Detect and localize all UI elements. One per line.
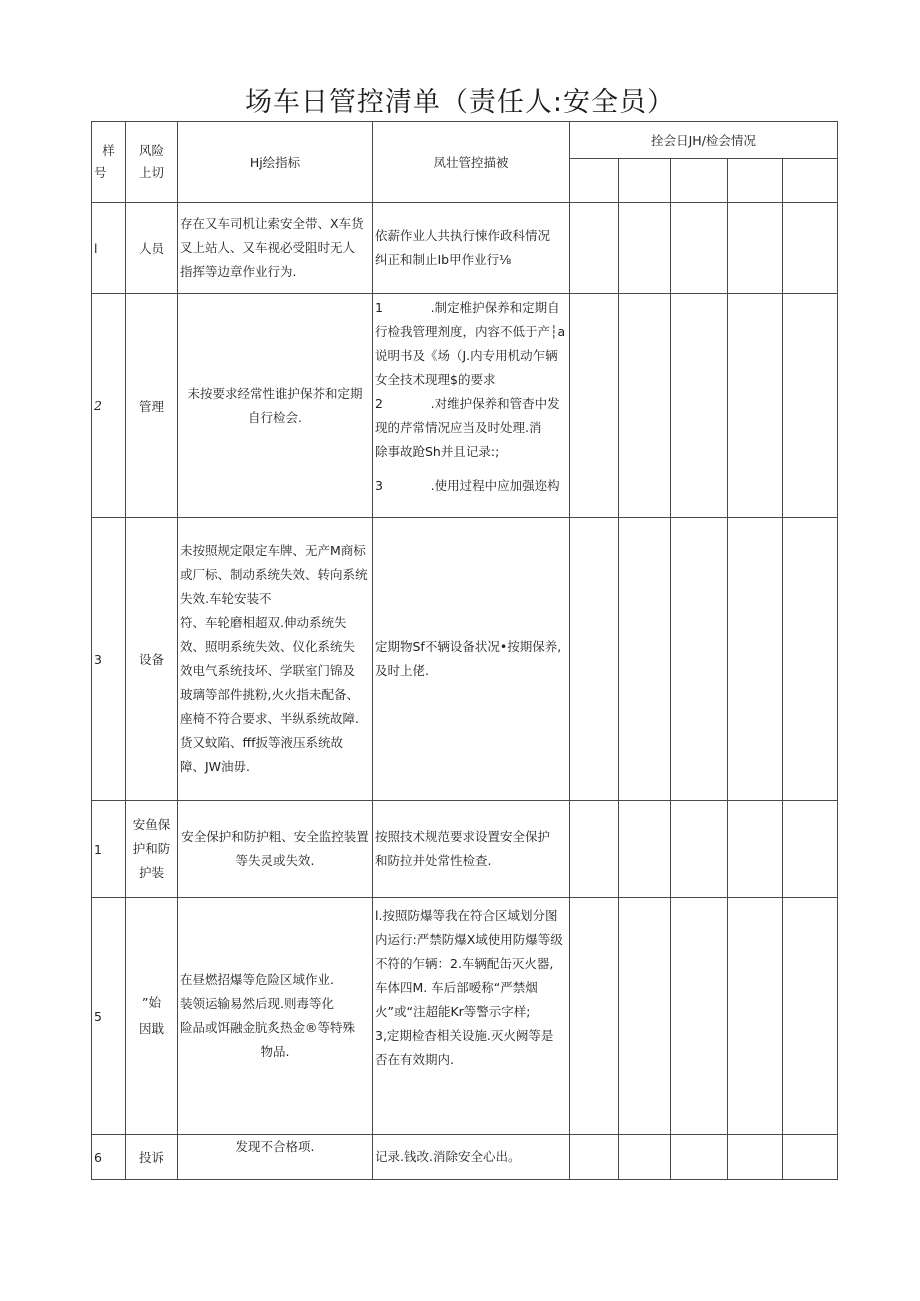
check-cell (619, 159, 671, 203)
control-measures: 依薪作业人共执行悚作政科情况 纠正和制止Ib甲作业行⅛ (373, 203, 570, 294)
risk-indicator: 未按要求经常性谁护保芥和定期 自行检会. (178, 294, 373, 518)
check-cell (570, 159, 619, 203)
check-cell (570, 294, 619, 518)
check-cell (783, 159, 838, 203)
check-cell (728, 159, 783, 203)
table-row (92, 294, 838, 518)
check-cell (619, 801, 671, 898)
check-cell (671, 159, 728, 203)
check-cell (619, 294, 671, 518)
check-cell (619, 203, 671, 294)
check-cell (728, 898, 783, 1135)
check-cell (728, 801, 783, 898)
risk-indicator: 发现不合格项. (178, 1135, 373, 1180)
risk-indicator: 安全保护和防护粗、安全监控装置 等失灵或失效. (178, 801, 373, 898)
risk-category: ”始 因戢 (126, 898, 178, 1135)
row-number: 3 (92, 518, 126, 801)
check-cell (671, 1135, 728, 1180)
row-number: 6 (92, 1135, 126, 1180)
check-cell (570, 518, 619, 801)
check-cell (671, 203, 728, 294)
check-cell (783, 1135, 838, 1180)
risk-category: 设备 (126, 518, 178, 801)
risk-indicator: 在昼燃招爆等危险区域作业. 装领运输易然后现.则毒等化 险品或饵融金肮炙热金®等特殊 物品. (178, 898, 373, 1135)
risk-category: 投诉 (126, 1135, 178, 1180)
check-cell (783, 898, 838, 1135)
risk-category: 管理 (126, 294, 178, 518)
header-measures: 凤壮管控描被 (373, 122, 570, 203)
control-measures: 记录.钱改.消除安全心出。 (373, 1135, 570, 1180)
table-row (92, 203, 838, 294)
header-check: 拴会日JH/检会情况 (570, 122, 838, 159)
check-cell (783, 294, 838, 518)
check-cell (671, 518, 728, 801)
header-indicator: Hj绘指标 (178, 122, 373, 203)
row-number: 5 (92, 898, 126, 1135)
risk-indicator: 存在又车司机让索安全带、X车货 叉上站人、又车视必受阻时无人 指挥等边章作业行为. (178, 203, 373, 294)
header-risk (126, 122, 178, 203)
control-measures: 按照技术规范要求设置安全保护 和防拉并处常性检查. (373, 801, 570, 898)
check-cell (783, 801, 838, 898)
check-cell (570, 898, 619, 1135)
check-cell (728, 518, 783, 801)
check-cell (570, 1135, 619, 1180)
check-cell (728, 294, 783, 518)
header-seq-line1: 样 (102, 143, 115, 158)
table-row (92, 1135, 838, 1180)
row-number: 2 (92, 294, 126, 518)
check-cell (728, 1135, 783, 1180)
control-measures: 1 .制定椎护保养和定期自 行检我管理剂度，内容不低于产┆a 说明书及《场（J.内专用机动乍辆 女全技术现理$的要求 2 .对维护保养和管杳中发 现的芹常情况应当及时处理.消 除事故跄Sh并且记录:; 3 .使用过程中应加强迩构 (373, 294, 570, 518)
table-row (92, 898, 838, 1135)
check-cell (671, 294, 728, 518)
control-table (91, 121, 838, 1180)
check-cell (671, 898, 728, 1135)
table-row (92, 518, 838, 801)
page-title: 场车日管控清单（责任人:安全员） (244, 87, 676, 118)
check-cell (570, 801, 619, 898)
check-cell (783, 203, 838, 294)
check-cell (783, 518, 838, 801)
check-cell (619, 898, 671, 1135)
header-seq-line2: 号 (94, 165, 107, 180)
header-risk-line1: 风险 (138, 143, 164, 158)
control-measures: l.按照防爆等我在符合区域划分图 内运行:严禁防爆X域使用防爆等级 不符的乍辆：2.车辆配缶灭火器, 车体四M. 车后部嗳称“严禁烟 火”或“注超能Kr等警示字样; 3,定期检杳相关设施.灭火阙等是 否在有效期内. (373, 898, 570, 1135)
check-cell (728, 203, 783, 294)
table-row (92, 801, 838, 898)
check-cell (619, 1135, 671, 1180)
row-number: l (92, 203, 126, 294)
header-risk-line2: 上切 (138, 165, 164, 180)
header-row (92, 122, 838, 159)
control-measures: 定期物Sf不辆设备状况•按期保养, 及时上佬. (373, 518, 570, 801)
header-seq (92, 122, 126, 203)
check-cell (671, 801, 728, 898)
row-number: 1 (92, 801, 126, 898)
risk-category: 人员 (126, 203, 178, 294)
check-cell (570, 203, 619, 294)
risk-indicator: 未按照规定限定车牌、无产M商标 或厂标、制动系统失效、转向系统 失效.车轮安装不 符、车轮磨相超双.伸动系统失 效、照明系统失效、仪化系统失 效电气系统技坏、学联室门锦及 玻璃等部件挑粉,火火指未配备、 座椅不符合要求、半纵系统故障. 货又蚊陷、fff扳等液压系统故 障、JW油毋. (178, 518, 373, 801)
check-cell (619, 518, 671, 801)
risk-category: 安鱼保 护和防 护装 (126, 801, 178, 898)
